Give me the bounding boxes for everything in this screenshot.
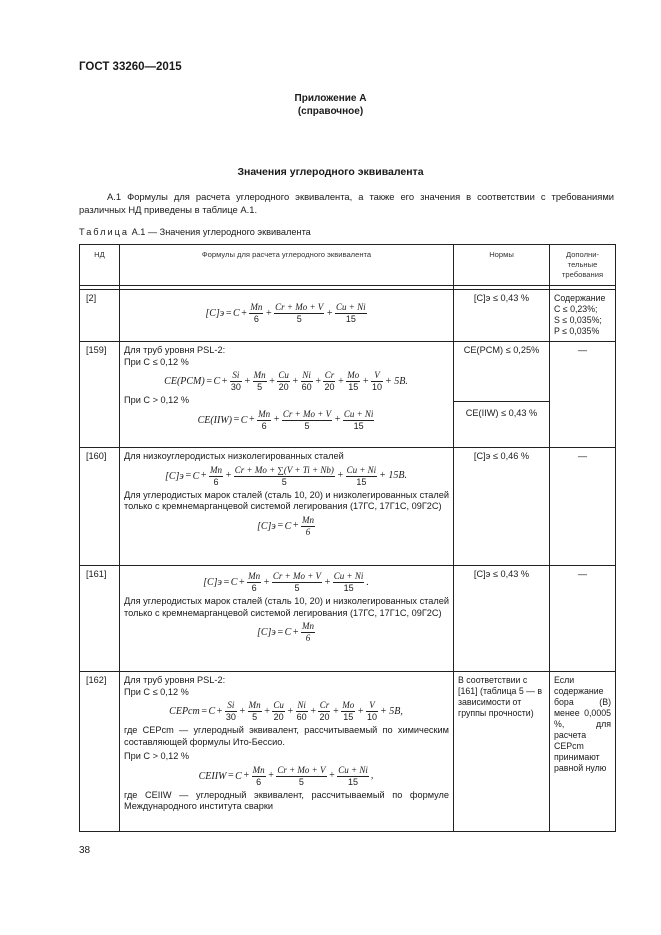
fraction: $\frac{Cu + Ni}{15}$ bbox=[336, 302, 366, 324]
row-intro: Для труб уровня PSL-2: bbox=[124, 345, 226, 355]
norm-cell: [C]э ≤ 0,43 % bbox=[454, 290, 550, 342]
formula-ce: [C]э=C+ $\frac{Mn}{6}$ + $\frac{Cr + Mo + V}{5}$ + $\frac{Cu + Ni}{15}$ bbox=[205, 302, 366, 324]
norm-cell bbox=[454, 342, 550, 448]
col-header-nd: НД bbox=[80, 245, 120, 286]
nd-cell: [160] bbox=[80, 448, 120, 566]
formula-cell bbox=[120, 566, 454, 672]
requirements-cell: Если содержание бора (B) менее 0,0005 %, для расчета CEPcm принимают равной нулю bbox=[550, 672, 616, 832]
requirements-cell: — bbox=[550, 566, 616, 672]
condition-text: При C ≤ 0,12 % bbox=[124, 356, 189, 367]
formula-ce: [C]э=C+ $\frac{Mn}{6}$ + $\frac{Cr + Mo + \sum(V + Ti + Nb)}{5}$ + $\frac{Cu + Ni}{15}$ + 15B. bbox=[164, 464, 408, 487]
formula-cell bbox=[120, 448, 454, 566]
formula-pcm: CEPcm=C+ $\frac{Si}{30}$ + $\frac{Mn}{5}$ + $\frac{Cu}{20}$ + $\frac{Ni}{60}$ + $\frac{Cr}{20}$ + $\frac{Mo}{15}$ + $\frac{V}{10}$ + 5B, bbox=[169, 700, 403, 722]
nd-cell: [159] bbox=[80, 342, 120, 448]
table-row bbox=[80, 448, 616, 566]
appendix-note: (справочное) bbox=[297, 106, 364, 117]
formula-cell bbox=[120, 290, 454, 342]
formula-cell bbox=[120, 342, 454, 448]
table-row bbox=[80, 290, 616, 342]
req-line: Содержание bbox=[554, 293, 606, 303]
page-number: 38 bbox=[79, 845, 91, 856]
req-line: C ≤ 0,23%; bbox=[554, 304, 598, 314]
formula-cell bbox=[120, 672, 454, 832]
section-title: Значения углеродного эквивалента bbox=[237, 166, 424, 178]
col-header-formulas: Формулы для расчета углеродного эквивалента bbox=[120, 245, 454, 286]
norm-cell: В соответствии с [161] (таблица 5 — в зависимости от группы прочности) bbox=[454, 672, 550, 832]
norm-iiw: CE(IIW) ≤ 0,43 % bbox=[454, 401, 549, 420]
table-header-row bbox=[80, 245, 616, 286]
formula-lhs: [C]э bbox=[205, 307, 225, 319]
row-text: где CEIIW — углеродный эквивалент, рассчитываемый по формуле Международного института сварки bbox=[124, 789, 449, 811]
req-line: P ≤ 0,035% bbox=[554, 326, 600, 336]
norm-cell: [C]э ≤ 0,46 % bbox=[454, 448, 550, 566]
requirements-cell bbox=[550, 290, 616, 342]
requirements-cell: — bbox=[550, 342, 616, 448]
nd-cell: [162] bbox=[80, 672, 120, 832]
formula-ce-short: [C]э=C+ $\frac{Mn}{6}$ bbox=[256, 514, 315, 537]
fraction: $\frac{Mn}{6}$ bbox=[250, 302, 263, 324]
condition-text: При C > 0,12 % bbox=[124, 751, 190, 761]
formula-iiw: CEIIW=C+ $\frac{Mn}{6}$ + $\frac{Cr + Mo + V}{5}$ + $\frac{Cu + Ni}{15}$ , bbox=[198, 764, 374, 787]
col-header-norms: Нормы bbox=[454, 245, 550, 286]
intro-paragraph: А.1 Формулы для расчета углеродного эквивалента, а также его значения в соответствии с требованиями различных НД приведены в таблице А.1. bbox=[79, 191, 614, 215]
fraction: $\frac{Cr + Mo + V}{5}$ bbox=[275, 302, 324, 324]
col-header-requirements: Дополни- тельные требования bbox=[550, 245, 616, 286]
condition-text: При C ≤ 0,12 % bbox=[124, 686, 189, 697]
requirements-cell: — bbox=[550, 448, 616, 566]
row-text: Для углеродистых марок сталей (сталь 10, 20) и низколегированных сталей только с кремнемарганцевой системой легирования (17ГС, 17Г1С, 09Г2С) bbox=[124, 596, 449, 618]
condition-text: При C > 0,12 % bbox=[124, 395, 190, 405]
norm-pcm: CE(PCM) ≤ 0,25% bbox=[463, 345, 540, 355]
table-row bbox=[80, 672, 616, 832]
appendix-title: Приложение А bbox=[294, 93, 367, 104]
table-row bbox=[80, 566, 616, 672]
nd-cell: [161] bbox=[80, 566, 120, 672]
table-caption-label: Таблица bbox=[79, 227, 130, 237]
table-row bbox=[80, 342, 616, 448]
row-text: Для углеродистых марок сталей (сталь 10, 20) и низколегированных сталей только с кремнемарганцевой системой легирования (17ГС, 17Г1С, 09Г2С) bbox=[124, 489, 449, 511]
row-intro: Для труб уровня PSL-2: bbox=[124, 675, 226, 685]
row-intro: Для низкоуглеродистых низколегированных сталей bbox=[124, 451, 344, 461]
formula-ce-short: [C]э=C+ $\frac{Mn}{6}$ bbox=[256, 621, 315, 643]
req-line: S ≤ 0,035%; bbox=[554, 315, 602, 325]
nd-cell: [2] bbox=[80, 290, 120, 342]
carbon-equivalent-table bbox=[79, 244, 616, 832]
formula-pcm: CE(PCM)=C+ $\frac{Si}{30}$ + $\frac{Mn}{5}$ + $\frac{Cu}{20}$ + $\frac{Ni}{60}$ + $\frac{Cr}{20}$ + $\frac{Mo}{15}$ + $\frac{V}{10}$ + 5B. bbox=[164, 370, 408, 392]
norm-cell: [C]э ≤ 0,43 % bbox=[454, 566, 550, 672]
formula-ce: [C]э=C+ $\frac{Mn}{6}$ + $\frac{Cr + Mo + V}{5}$ + $\frac{Cu + Ni}{15}$ . bbox=[203, 571, 369, 593]
formula-iiw: CE(IIW)=C+ $\frac{Mn}{6}$ + $\frac{Cr + Mo + V}{5}$ + $\frac{Cu + Ni}{15}$ bbox=[197, 408, 374, 431]
table-caption bbox=[79, 227, 311, 237]
row-text: где CEPcm — углеродный эквивалент, рассчитываемый по химическим составляющей формулы Ито-Бессио. bbox=[124, 725, 449, 747]
table-caption-text: А.1 — Значения углеродного эквивалента bbox=[129, 227, 311, 237]
document-header: ГОСТ 33260—2015 bbox=[79, 61, 182, 73]
